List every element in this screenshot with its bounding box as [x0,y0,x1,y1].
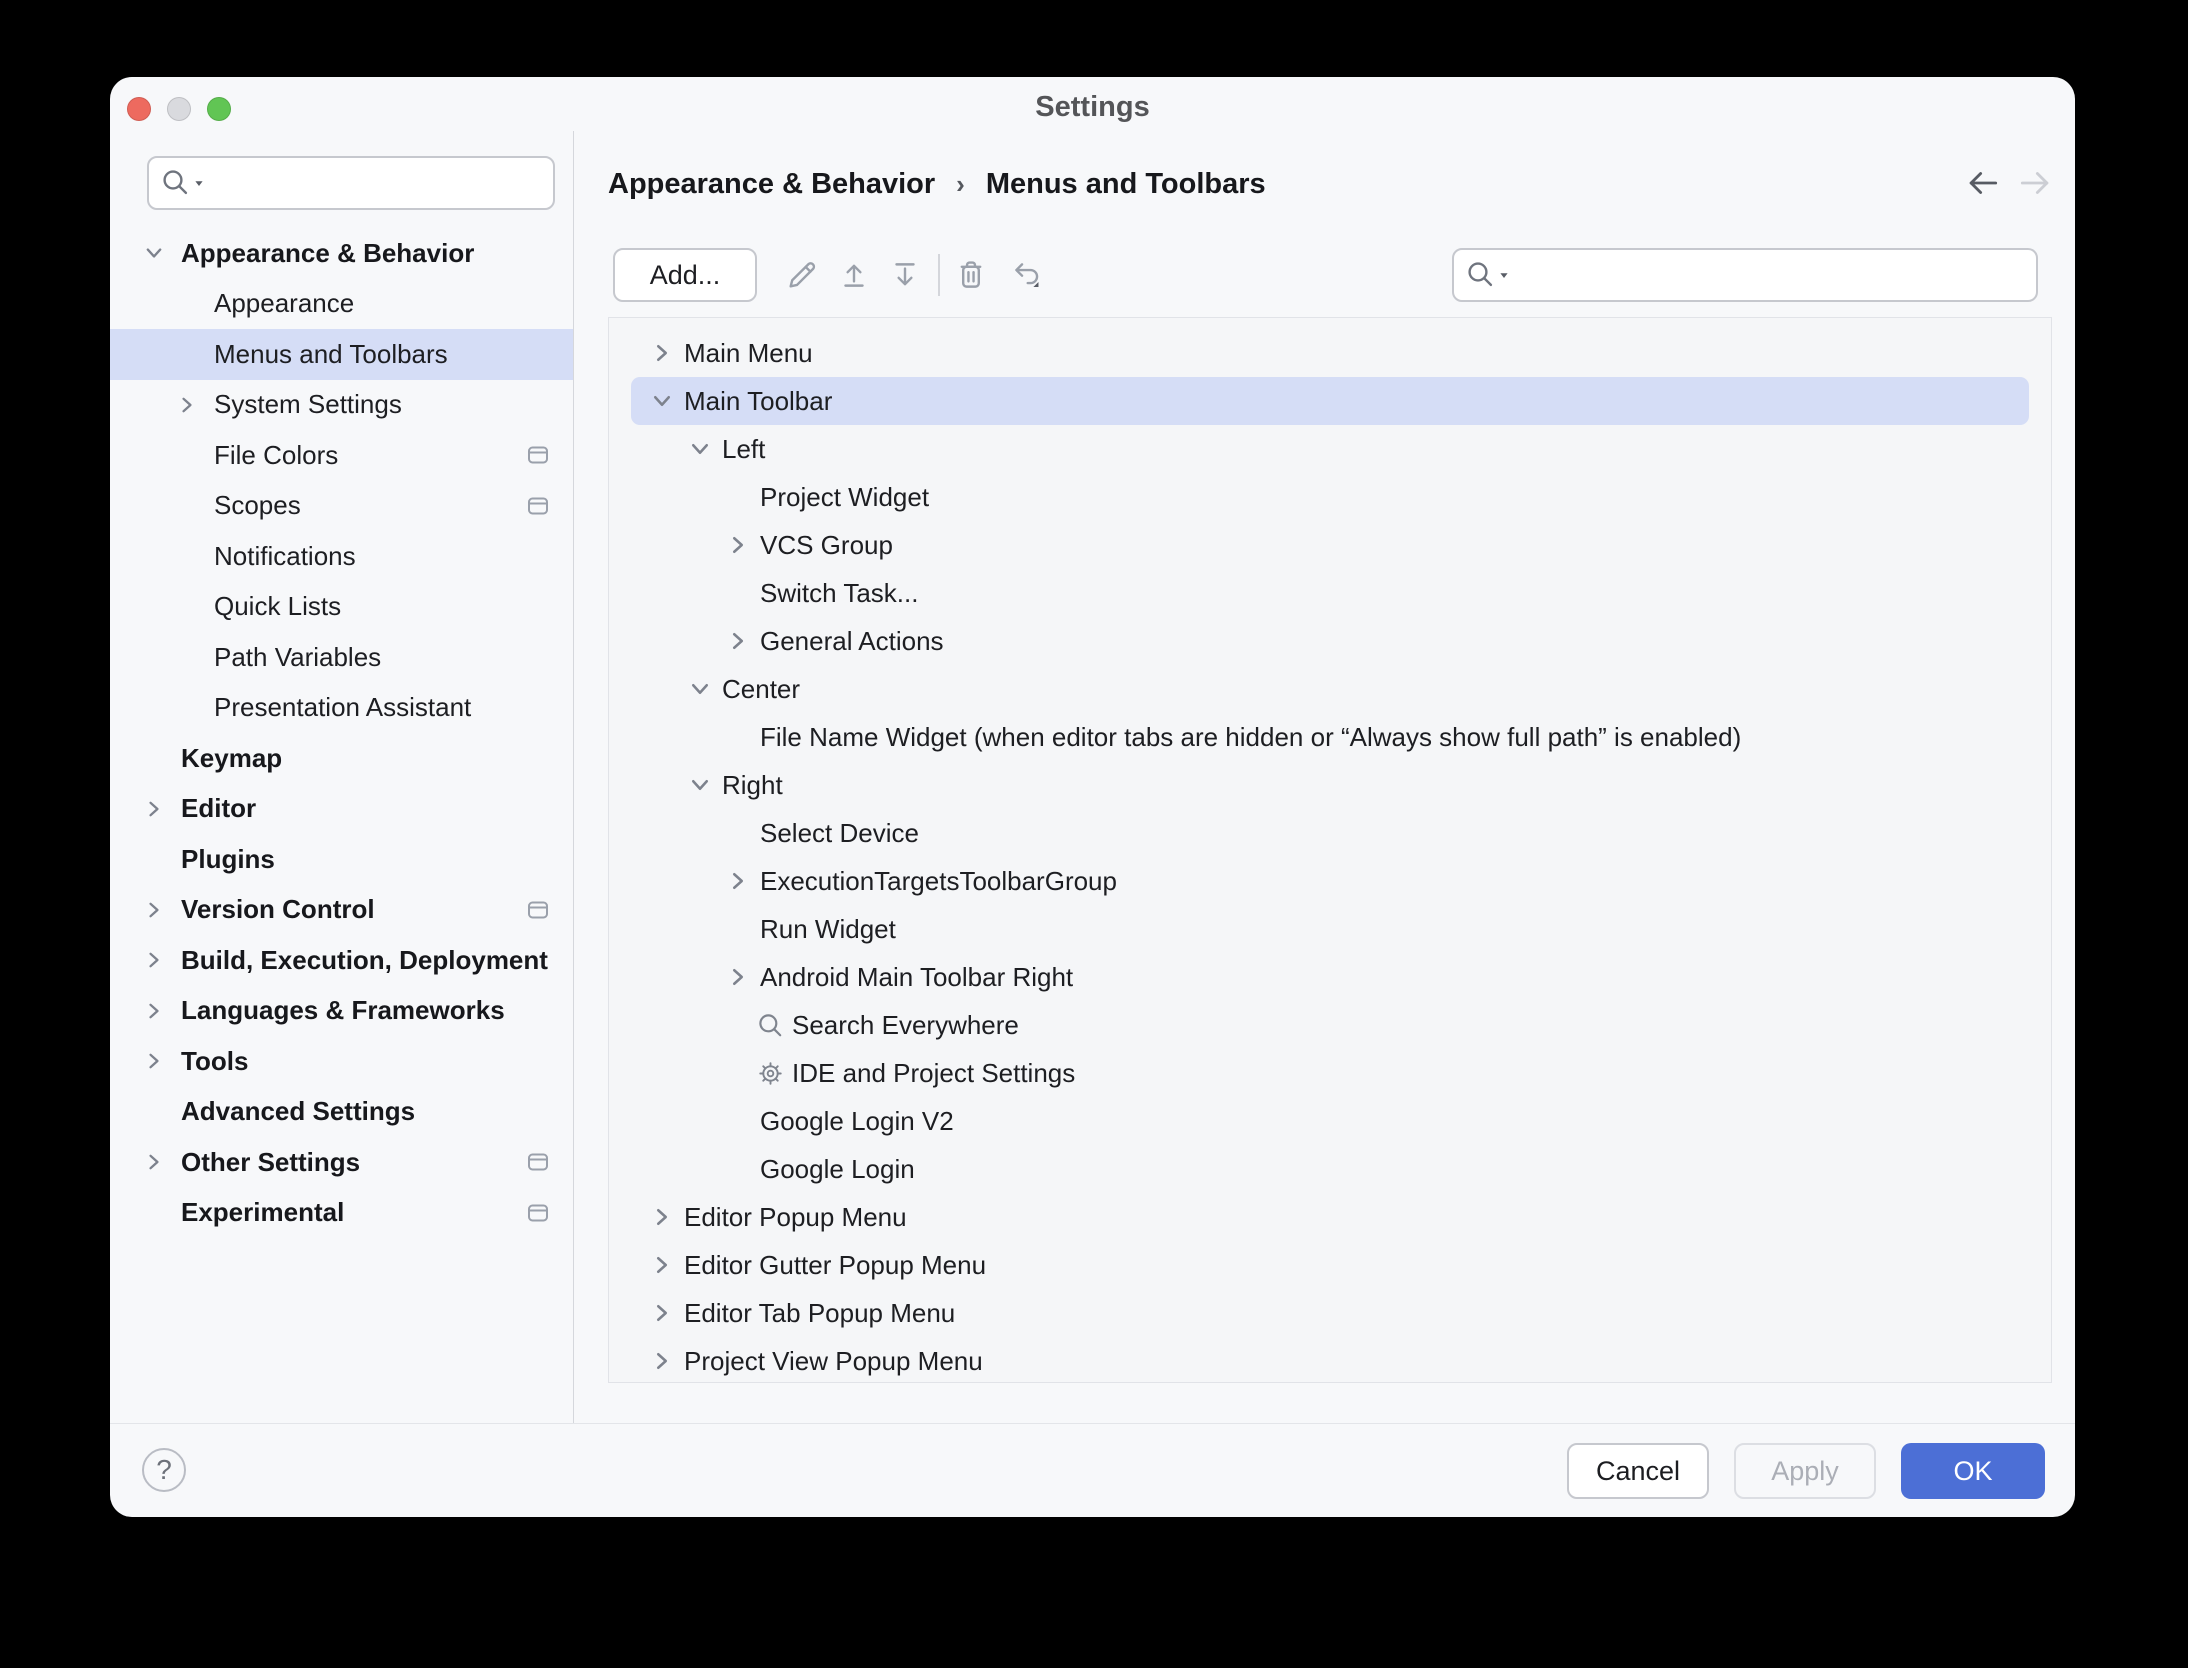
tree-row[interactable] [609,1337,2051,1383]
chevron-spacer [142,1201,166,1225]
sidebar-item-label: Presentation Assistant [214,692,472,723]
tree-row-label: Right [722,769,783,800]
tree-row-label: Left [722,433,766,464]
chevron-spacer [142,746,166,770]
settings-content [574,131,2075,1423]
chevron-right-icon[interactable] [725,868,751,894]
sidebar-item-label: Keymap [181,742,283,773]
sidebar-item[interactable] [110,582,573,633]
chevron-spacer [175,292,199,316]
tree-row-label: Select Device [760,817,919,848]
chevron-down-icon[interactable] [687,436,713,462]
tree-row[interactable] [631,377,2029,425]
tree-row-label: Editor Gutter Popup Menu [684,1249,987,1280]
sidebar-item-label: Version Control [181,894,375,925]
tree-row-label: IDE and Project Settings [792,1057,1076,1088]
tree-row[interactable] [609,1289,2051,1337]
window-title: Settings [1035,91,1150,123]
window-icon [525,1200,551,1226]
tree-row[interactable] [609,521,2051,569]
tree-row-label: Editor Tab Popup Menu [684,1297,956,1328]
edit-pencil-icon[interactable] [784,257,820,293]
chevron-spacer [725,1108,751,1134]
delete-icon[interactable] [953,257,989,293]
chevron-spacer [725,1060,751,1086]
chevron-right-icon[interactable] [142,1049,166,1073]
chevron-right-icon[interactable] [649,1204,675,1230]
menus-toolbars-tree [608,317,2052,1383]
tree-row[interactable] [609,569,2051,617]
add-button[interactable]: Add... [613,248,757,302]
tree-row[interactable] [609,1193,2051,1241]
sidebar-item-label: Build, Execution, Deployment [181,944,548,975]
chevron-down-icon[interactable] [142,241,166,265]
sidebar-item-label: System Settings [214,389,402,420]
chevron-spacer [142,1100,166,1124]
tree-row-label: Editor Popup Menu [684,1201,907,1232]
sidebar-item[interactable] [110,632,573,683]
tree-row[interactable] [609,617,2051,665]
search-icon [161,168,205,198]
chevron-spacer [725,1156,751,1182]
sidebar-item[interactable] [110,279,573,330]
chevron-spacer [725,484,751,510]
tree-row[interactable] [609,665,2051,713]
chevron-right-icon[interactable] [725,532,751,558]
sidebar-item[interactable] [110,733,573,784]
sidebar-item[interactable] [110,885,573,936]
window-icon [525,1149,551,1175]
sidebar-item[interactable] [110,1188,573,1239]
tree-row[interactable] [609,425,2051,473]
back-arrow-button[interactable] [1963,163,2003,203]
chevron-spacer [175,342,199,366]
chevron-spacer [725,580,751,606]
chevron-right-icon[interactable] [649,340,675,366]
sidebar-item-label: File Colors [214,439,339,470]
sidebar-item-label: Other Settings [181,1146,361,1177]
tree-row-label: Project View Popup Menu [684,1345,983,1376]
sidebar-search-field[interactable] [147,156,555,210]
tree-row-label: Switch Task... [760,577,919,608]
sidebar-item[interactable] [110,784,573,835]
forward-arrow-button[interactable] [2015,163,2055,203]
chevron-right-icon[interactable] [142,948,166,972]
settings-window [110,77,2075,1517]
sidebar-item[interactable] [110,986,573,1037]
chevron-right-icon[interactable] [649,1252,675,1278]
move-down-icon[interactable] [887,257,923,293]
sidebar-item[interactable] [110,531,573,582]
chevron-right-icon[interactable] [142,898,166,922]
sidebar-item-label: Advanced Settings [181,1096,416,1127]
chevron-spacer [725,724,751,750]
sidebar-item[interactable] [110,1036,573,1087]
sidebar-item[interactable] [110,481,573,532]
breadcrumb-parent[interactable]: Appearance & Behavior [608,167,936,200]
sidebar-item-label: Notifications [214,540,356,571]
chevron-spacer [175,595,199,619]
sidebar-item[interactable] [110,380,573,431]
search-history-dropdown-icon [1498,269,1510,281]
tree-row-label: Main Menu [684,337,813,368]
sidebar-item-label: Scopes [214,490,301,521]
chevron-right-icon[interactable] [725,628,751,654]
tree-row-label: Run Widget [760,913,896,944]
search-icon [756,1011,784,1039]
tree-row[interactable] [609,1001,2051,1049]
sidebar-item-label: Languages & Frameworks [181,995,505,1026]
content-search-input[interactable] [1518,260,2024,291]
chevron-right-icon[interactable] [142,1150,166,1174]
chevron-spacer [725,916,751,942]
sidebar-item-label: Plugins [181,843,275,874]
sidebar-item[interactable] [110,683,573,734]
chevron-right-icon[interactable] [175,393,199,417]
tree-row[interactable] [609,473,2051,521]
window-icon [525,442,551,468]
sidebar-item-label: Appearance [214,288,355,319]
tree-row[interactable] [609,761,2051,809]
chevron-spacer [725,1012,751,1038]
tree-row-label: Android Main Toolbar Right [760,961,1074,992]
search-icon [1466,260,1510,290]
sidebar-item-label: Experimental [181,1197,345,1228]
sidebar-item[interactable] [110,1137,573,1188]
sidebar-item-label: Appearance & Behavior [181,237,475,268]
sidebar-item[interactable] [110,834,573,885]
tree-row-label: Search Everywhere [792,1009,1019,1040]
sidebar-tree [110,228,573,1238]
tree-row[interactable] [609,1145,2051,1193]
chevron-spacer [142,847,166,871]
chevron-spacer [175,696,199,720]
restore-icon[interactable] [1009,257,1045,293]
tree-row[interactable] [609,1049,2051,1097]
chevron-down-icon[interactable] [687,772,713,798]
breadcrumb [608,163,1266,205]
chevron-down-icon[interactable] [649,388,675,414]
tree-row[interactable] [609,329,2051,377]
sidebar-item-label: Path Variables [214,641,382,672]
sidebar-item-label: Quick Lists [214,591,342,622]
sidebar-item[interactable] [110,430,573,481]
footer-bar [110,1423,2075,1517]
apply-button: Apply [1734,1443,1876,1499]
sidebar-item-label: Editor [181,793,257,824]
sidebar-item[interactable] [110,228,573,279]
help-button[interactable]: ? [142,1448,186,1492]
tree-row[interactable] [609,1241,2051,1289]
sidebar-item[interactable] [110,1087,573,1138]
tree-row[interactable] [609,1097,2051,1145]
search-history-dropdown-icon [193,177,205,189]
toolbar-separator [938,254,940,296]
tree-row[interactable] [609,905,2051,953]
tree-row[interactable] [609,713,2051,761]
tree-row-label: Google Login [760,1153,915,1184]
tree-row-label: Center [722,673,801,704]
gear-icon [756,1059,784,1087]
chevron-right-icon[interactable] [142,797,166,821]
tree-row-label: ExecutionTargetsToolbarGroup [760,865,1117,896]
chevron-spacer [175,544,199,568]
chevron-right-icon[interactable] [142,999,166,1023]
tree-row-label: VCS Group [760,529,893,560]
chevron-spacer [175,494,199,518]
cancel-button[interactable]: Cancel [1567,1443,1709,1499]
chevron-right-icon[interactable] [725,964,751,990]
settings-sidebar [110,131,574,1423]
sidebar-item-label: Menus and Toolbars [214,338,448,369]
sidebar-item[interactable] [110,935,573,986]
breadcrumb-separator: › [956,168,965,199]
move-up-icon[interactable] [836,257,872,293]
chevron-spacer [175,443,199,467]
chevron-right-icon[interactable] [649,1300,675,1326]
tree-row-label: General Actions [760,625,944,656]
titlebar[interactable] [110,77,2075,131]
sidebar-search-input[interactable] [213,168,541,199]
ok-button[interactable]: OK [1901,1443,2045,1499]
tree-row-label: Google Login V2 [760,1105,954,1136]
tree-row[interactable] [609,953,2051,1001]
sidebar-item[interactable] [110,329,573,380]
tree-row-label: Project Widget [760,481,930,512]
window-icon [525,493,551,519]
window-icon [525,897,551,923]
chevron-right-icon[interactable] [649,1348,675,1374]
content-search-field[interactable] [1452,248,2038,302]
chevron-spacer [175,645,199,669]
tree-row-label: File Name Widget (when editor tabs are hidden or “Always show full path” is enabled) [760,721,1742,752]
sidebar-item-label: Tools [181,1045,249,1076]
chevron-spacer [725,820,751,846]
tree-row[interactable] [609,809,2051,857]
tree-row-label: Main Toolbar [684,385,833,416]
tree-row[interactable] [609,857,2051,905]
chevron-down-icon[interactable] [687,676,713,702]
breadcrumb-current: Menus and Toolbars [985,167,1266,200]
